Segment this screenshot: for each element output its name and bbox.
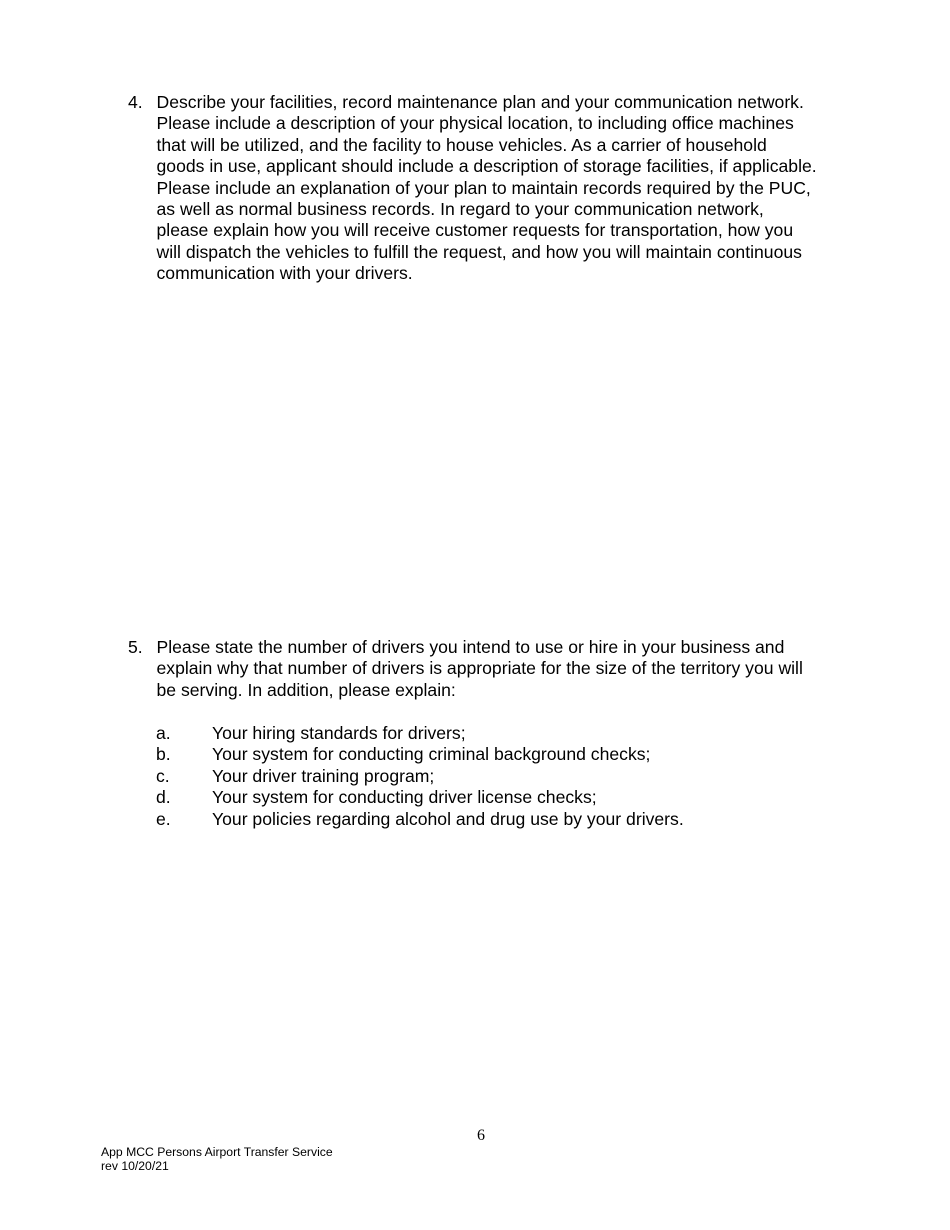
list-item	[156, 723, 806, 744]
question-4-line: goods in use, applicant should include a description of storage facilities, if applicable.	[156, 156, 817, 177]
list-item-text: Your policies regarding alcohol and drug use by your drivers.	[212, 808, 684, 829]
list-item-letter: e.	[156, 808, 171, 829]
list-item	[156, 787, 806, 808]
question-5-line: explain why that number of drivers is appropriate for the size of the territory you will	[156, 658, 803, 679]
question-4-line: Describe your facilities, record maintenance plan and your communication network.	[156, 92, 804, 112]
list-item	[156, 744, 806, 765]
question-4-text	[157, 92, 862, 285]
list-item-text: Your system for conducting driver license checks;	[212, 787, 597, 808]
list-item	[156, 766, 806, 787]
question-4-line: that will be utilized, and the facility to house vehicles. As a carrier of household	[156, 134, 767, 155]
footer	[101, 1145, 333, 1174]
footer-form-title: App MCC Persons Airport Transfer Service	[101, 1145, 333, 1159]
question-5-line: Please state the number of drivers you intend to use or hire in your business and	[156, 637, 785, 657]
list-item-letter: a.	[156, 723, 171, 743]
list-item-text: Your driver training program;	[212, 765, 435, 786]
list-item-letter: c.	[156, 765, 170, 786]
question-5-text	[157, 637, 857, 701]
question-4-line: will dispatch the vehicles to fulfill the request, and how you will maintain continuous	[156, 241, 802, 262]
footer-revision: rev 10/20/21	[101, 1159, 169, 1174]
list-item-letter: d.	[156, 787, 171, 808]
question-4-line: Please include a description of your physical location, to including office machines	[156, 113, 794, 134]
question-4-line: communication with your drivers.	[156, 263, 413, 284]
question-4-number: 4.	[128, 92, 143, 112]
question-4	[128, 92, 868, 292]
list-item	[156, 809, 806, 830]
question-5-number: 5.	[128, 637, 143, 657]
question-5-sublist	[156, 723, 806, 830]
page-number: 6	[477, 1127, 485, 1144]
question-4-line: please explain how you will receive customer requests for transportation, how you	[156, 220, 794, 241]
list-item-letter: b.	[156, 744, 171, 765]
question-4-line: Please include an explanation of your plan to maintain records required by the PUC,	[156, 177, 811, 198]
list-item-text: Your hiring standards for drivers;	[212, 723, 466, 743]
question-4-line: as well as normal business records. In regard to your communication network,	[156, 199, 764, 220]
question-5-line: be serving. In addition, please explain:	[156, 679, 456, 700]
list-item-text: Your system for conducting criminal background checks;	[212, 744, 651, 765]
